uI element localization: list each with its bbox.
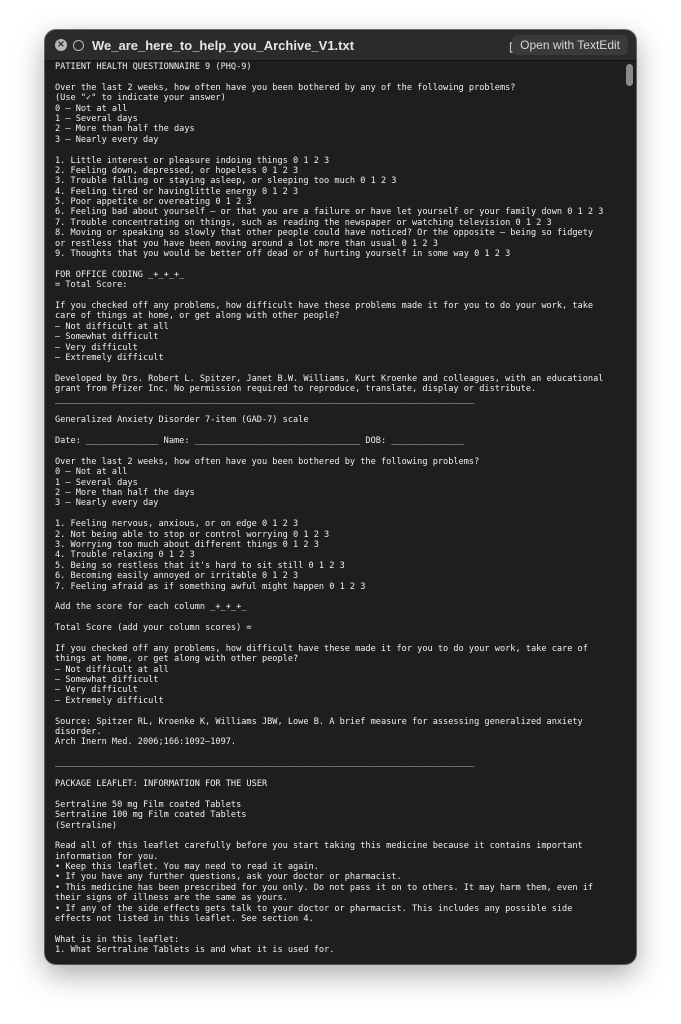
text-line: PACKAGE LEAFLET: INFORMATION FOR THE USER [55,778,268,789]
text-line: 7. Feeling afraid as if something awful might happen 0 1 2 3 [55,581,366,592]
text-line: Source: Spitzer RL, Kroenke K, Williams JBW, Lowe B. A brief measure for assessing generalized anxiety [55,716,583,727]
text-line [55,363,622,373]
text-line: PATIENT HEALTH QUESTIONNAIRE 9 (PHQ-9) [55,62,252,72]
text-line: 0 – Not at all [55,103,128,114]
text-line: 5. Poor appetite or overeating 0 1 2 3 [55,197,252,208]
text-line [55,592,622,602]
text-line: – Somewhat difficult [55,332,159,343]
text-line: 1 – Several days [55,477,138,488]
text-line: – Not difficult at all [55,321,169,332]
text-line: If you checked off any problems, how difficult have these made it for you to do your work, take care of [55,643,588,654]
scrollbar-thumb[interactable] [626,64,633,86]
text-line: • If any of the side effects gets talk to your doctor or pharmacist. This includes any possible side [55,903,573,914]
text-line: things at home, or get along with other people? [55,654,299,665]
text-line: 1. What Sertraline Tablets is and what it is used for. [55,945,335,956]
text-line [55,446,622,456]
text-line: 7. Trouble concentrating on things, such as reading the newspaper or watching television 0 1 2 3 [55,217,552,228]
text-line: Add the score for each column _+_+_+_ [55,602,247,613]
text-line: – Very difficult [55,685,138,696]
open-with-textedit-button[interactable]: Open with TextEdit [512,35,628,55]
text-line: – Very difficult [55,342,138,353]
text-line: 3 – Nearly every day [55,498,159,509]
text-line: (Use "✓" to indicate your answer) [55,93,226,104]
text-line: 4. Feeling tired or havinglittle energy 0 1 2 3 [55,186,299,197]
text-line: Generalized Anxiety Disorder 7-item (GAD-7) scale [55,415,309,426]
text-line: 2 – More than half the days [55,124,195,135]
text-line: 2 – More than half the days [55,488,195,499]
text-line: 4. Trouble relaxing 0 1 2 3 [55,550,195,561]
text-line: 8. Moving or speaking so slowly that other people could have noticed? Or the opposite – being so fidgety [55,228,594,239]
text-line [55,924,622,934]
text-line [55,789,622,799]
text-line: If you checked off any problems, how difficult have these problems made it for you to do your work, take [55,300,594,311]
text-line: 2. Feeling down, depressed, or hopeless 0 1 2 3 [55,165,299,176]
text-line: _________________________________________________________________________________ [55,758,475,769]
text-line [55,145,622,155]
text-line [55,613,622,623]
text-line: Sertraline 100 mg Film coated Tablets [55,810,247,821]
text-line: • This medicine has been prescribed for you only. Do not pass it on to others. It may harm them, even if [55,882,594,893]
text-line: _________________________________________________________________________________ [55,394,475,405]
text-line: Total Score (add your column scores) = [55,623,252,634]
text-line: 1. Feeling nervous, anxious, or on edge 0 1 2 3 [55,519,299,530]
text-line: Arch Inern Med. 2006;166:1092–1097. [55,737,237,748]
text-line: – Extremely difficult [55,352,164,363]
text-line: 1. Little interest or pleasure indoing things 0 1 2 3 [55,155,330,166]
text-line: 5. Being so restless that it's hard to sit still 0 1 2 3 [55,560,345,571]
text-line [55,259,622,269]
text-line [55,72,622,82]
text-line [55,405,622,415]
text-line: 3 – Nearly every day [55,134,159,145]
text-line [55,509,622,519]
text-line: 9. Thoughts that you would be better off dead or of hurting yourself in some way 0 1 2 3 [55,249,511,260]
text-line: 0 – Not at all [55,467,128,478]
text-line: grant from Pfizer Inc. No permission required to reproduce, translate, display or distribute. [55,384,537,395]
close-icon[interactable]: × [56,39,66,50]
text-line: 6. Becoming easily annoyed or irritable 0 1 2 3 [55,571,299,582]
text-line: disorder. [55,727,102,737]
text-line: • Keep this leaflet. You may need to read it again. [55,862,319,873]
text-line: effects not listed in this leaflet. See section 4. [55,914,314,925]
text-line: 3. Worrying too much about different things 0 1 2 3 [55,539,319,550]
text-line [55,706,622,716]
text-line: 1 – Several days [55,113,138,124]
text-line: FOR OFFICE CODING _+_+_+_ [55,269,185,280]
text-line [55,748,622,758]
quicklook-window [45,30,636,964]
text-line: (Sertraline) [55,820,118,831]
text-line: – Extremely difficult [55,695,164,706]
text-line [55,291,622,301]
text-line: Over the last 2 weeks, how often have you been bothered by any of the following problems? [55,82,516,93]
text-line: • If you have any further questions, ask your doctor or pharmacist. [55,872,402,883]
text-content [55,62,622,964]
text-line: care of things at home, or get along with other people? [55,311,340,322]
text-line: What is in this leaflet: [55,934,180,945]
text-line: Read all of this leaflet carefully before you start taking this medicine because it contains important [55,841,583,852]
text-line: 3. Trouble falling or staying asleep, or sleeping too much 0 1 2 3 [55,176,397,187]
text-line: or restless that you have been moving around a lot more than usual 0 1 2 3 [55,238,438,249]
document-text [55,62,622,956]
text-line [55,831,622,841]
text-line [55,769,622,779]
text-line: – Not difficult at all [55,664,169,675]
text-line [55,633,622,643]
text-line: information for you. [55,851,159,862]
window-title: We_are_here_to_help_you_Archive_V1.txt [92,37,355,53]
text-line: 2. Not being able to stop or control worrying 0 1 2 3 [55,529,330,540]
text-line: Over the last 2 weeks, how often have you been bothered by the following problems? [55,456,480,467]
text-line: 6. Feeling bad about yourself – or that you are a failure or have let yourself or your family down 0 1 2 3 [55,207,604,218]
text-line: – Somewhat difficult [55,675,159,686]
preview-icon[interactable] [73,40,84,51]
text-line: Sertraline 50 mg Film coated Tablets [55,799,242,810]
title-bar [45,30,636,61]
text-line [55,426,622,436]
text-line: = Total Score: [55,280,128,291]
scrollbar[interactable] [626,64,633,956]
text-line: Date: ______________ Name: ________________________________ DOB: ______________ [55,436,464,447]
text-line: their signs of illness are the same as yours. [55,893,288,904]
text-line: Developed by Drs. Robert L. Spitzer, Janet B.W. Williams, Kurt Kroenke and colleagues, with an educational [55,373,604,384]
